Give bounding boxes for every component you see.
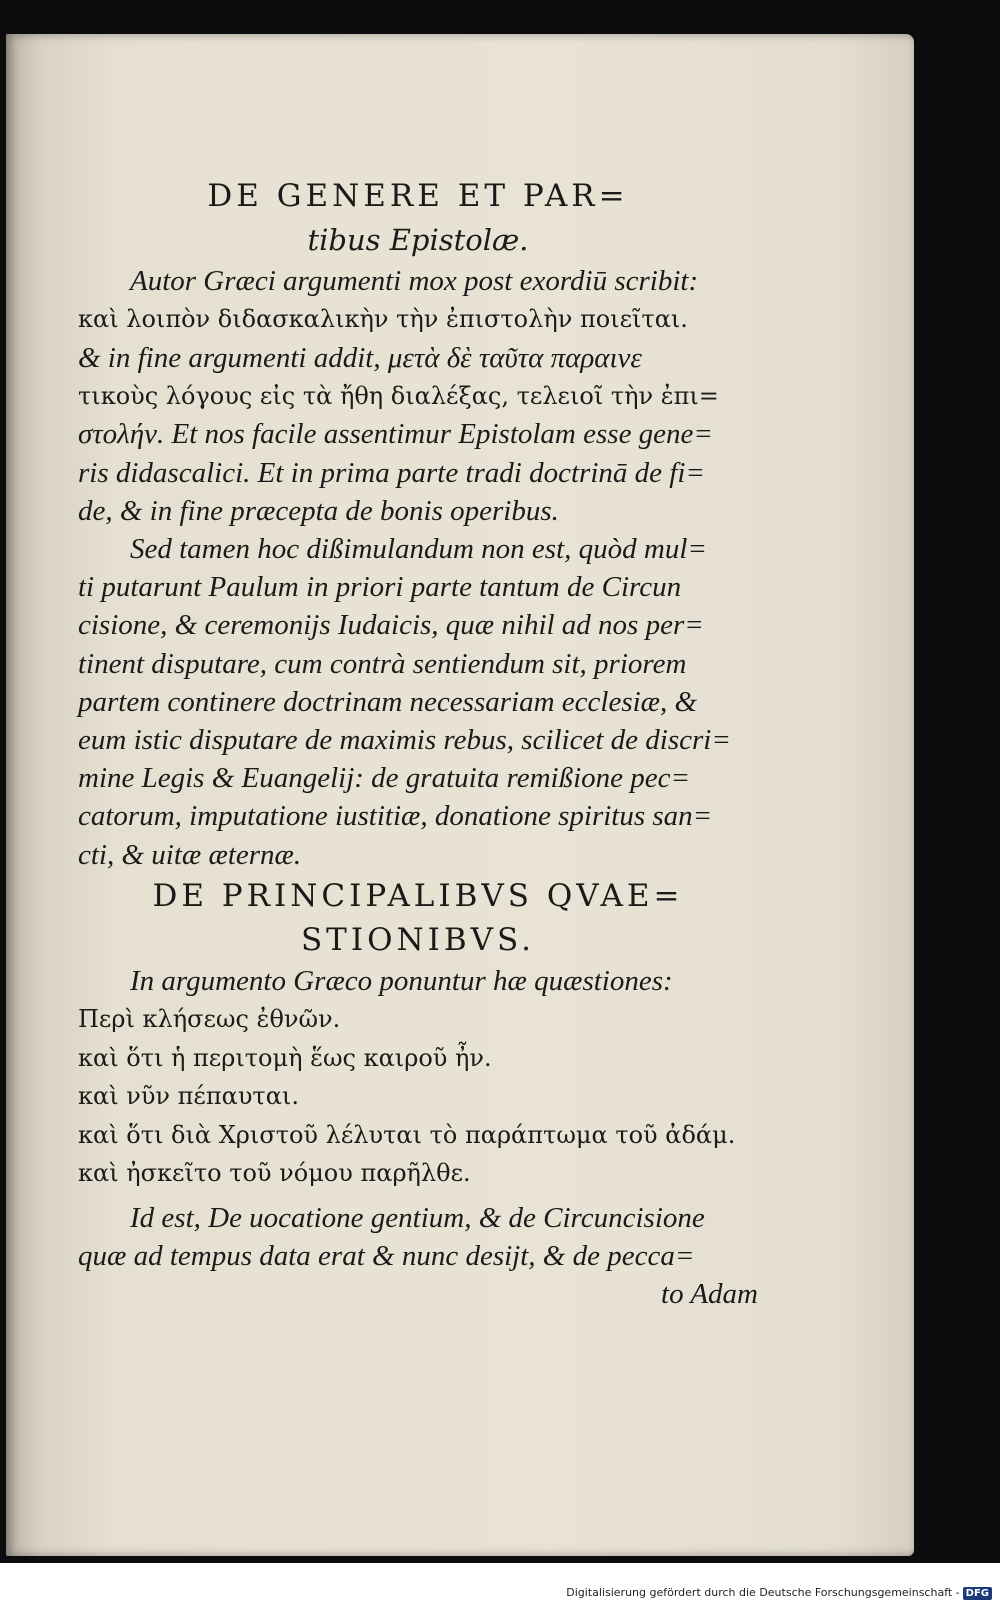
section-heading-1-sub: tibus Epistolæ.	[307, 223, 529, 257]
section-heading-2-sub: STIONIBVS.	[300, 921, 536, 958]
paragraph-4	[78, 1199, 758, 1314]
text-line: Id est, De uocatione gentium, & de Circuncisione	[130, 1201, 705, 1234]
greek-question: Περὶ κλήσεως ἐθνῶν.	[78, 1005, 341, 1034]
text-line: ris didascalici. Et in prima parte tradi doctrinā de fi=	[78, 456, 705, 489]
footer-credit	[566, 1586, 992, 1600]
greek-line: καὶ λοιπὸν διδασκαλικὴν τὴν ἐπιστολὴν ποιεῖται.	[78, 305, 688, 334]
text-line: mine Legis & Euangelij: de gratuita remißione pec=	[78, 762, 691, 795]
greek-question: καὶ ἠσκεῖτο τοῦ νόμου παρῆλθε.	[78, 1159, 471, 1188]
greek-question: καὶ νῦν πέπαυται.	[78, 1082, 299, 1111]
section-heading-2: DE PRINCIPALIBVS QVAE=	[152, 877, 684, 914]
text-line: tinent disputare, cum contrà sentiendum sit, priorem	[78, 647, 687, 680]
section-heading-1: DE GENERE ET PAR=	[207, 178, 629, 214]
text-line: & in fine argumenti addit, μετὰ δὲ ταῦτα παραινε	[78, 341, 642, 374]
book-page	[6, 34, 914, 1556]
greek-question: καὶ ὅτι διὰ Χριστοῦ λέλυται τὸ παράπτωμα τοῦ ἀδάμ.	[78, 1120, 736, 1149]
text-line: In argumento Græco ponuntur hæ quæstiones:	[130, 964, 673, 997]
catchword: to Adam	[661, 1277, 758, 1310]
greek-line: τικοὺς λόγους εἰς τὰ ἤθη διαλέξας, τελειοῖ τὴν ἐπι=	[78, 381, 719, 410]
text-line: Autor Græci argumenti mox post exordiū scribit:	[130, 265, 699, 297]
text-line: quæ ad tempus data erat & nunc desijt, & de pecca=	[78, 1239, 695, 1272]
text-line: eum istic disputare de maximis rebus, scilicet de discri=	[78, 724, 731, 757]
text-line: ti putarunt Paulum in priori parte tantum de Circun	[78, 571, 682, 604]
text-line: catorum, imputatione iustitiæ, donatione spiritus san=	[78, 800, 713, 833]
text-line: στολήν. Et nos facile assentimur Epistolam esse gene=	[78, 418, 713, 451]
text-line: cisione, & ceremonijs Iudaicis, quæ nihil ad nos per=	[78, 609, 704, 642]
paragraph-1	[78, 262, 758, 530]
page-text	[78, 174, 758, 1313]
dfg-logo: DFG	[963, 1587, 992, 1600]
text-line: partem continere doctrinam necessariam ecclesiæ, &	[78, 685, 698, 718]
text-line: de, & in fine præcepta de bonis operibus.	[78, 494, 559, 527]
greek-question: καὶ ὅτι ἡ περιτομὴ ἕως καιροῦ ἦν.	[78, 1043, 492, 1072]
footer-text: Digitalisierung gefördert durch die Deutsche Forschungsgemeinschaft -	[566, 1586, 960, 1599]
paragraph-3	[78, 962, 758, 1193]
text-line: cti, & uitæ æternæ.	[78, 838, 302, 871]
text-line: Sed tamen hoc dißimulandum non est, quòd mul=	[130, 533, 707, 566]
paragraph-2	[78, 530, 758, 874]
